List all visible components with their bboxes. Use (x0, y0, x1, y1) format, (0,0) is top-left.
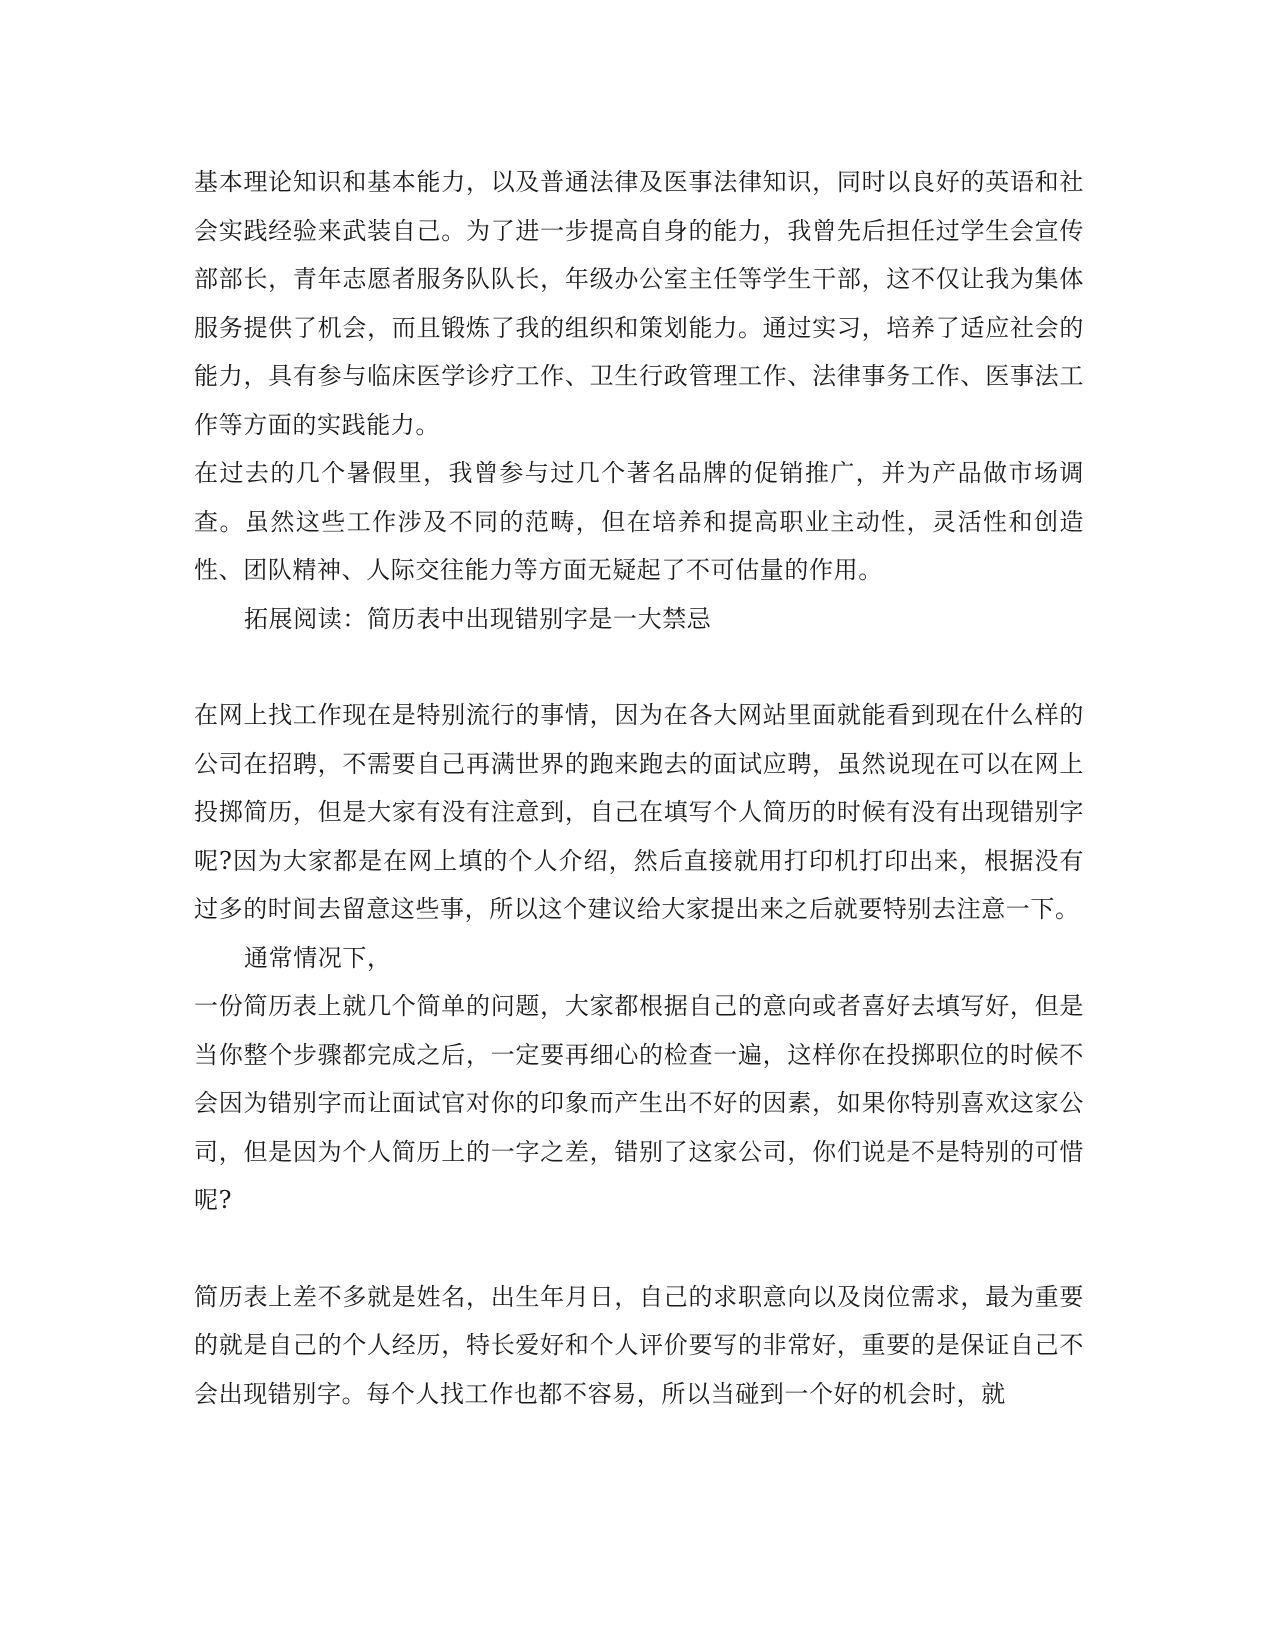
text-line: 在过去的几个暑假里，我曾参与过几个著名品牌的促销推广，并为产品做市场调 (194, 459, 1084, 487)
paragraph (194, 982, 1084, 1225)
text-line: 在网上找工作现在是特别流行的事情，因为在各大网站里面就能看到现在什么样 (194, 701, 1060, 729)
text-line: 错别字呢?因为大家都是在网上填的个人介绍，然后直接就用打印机打印出来，根 (194, 798, 1084, 875)
text-line: 、医事法工作等方面的实践能力。 (194, 362, 1085, 439)
text-line: 的公司在招聘，不需要自己再满世界的跑来跑去的面试应聘，虽然说现在可以在 (194, 701, 1084, 778)
text-line: 己不会出现错别字。每个人找工作也都不容易，所以当碰到一个好的机会时，就 (194, 1331, 1084, 1408)
text-line: 社会实践经验来武装自己。为了进一步提高自身的能力，我曾先后担任过学生会 (194, 168, 1084, 245)
paragraph (194, 449, 1084, 595)
text-line: 性、团队精神、人际交往能力等方面无疑起了不可估量的作用。 (194, 556, 883, 584)
document-body (194, 158, 1084, 1418)
text-line: 网上投掷简历，但是大家有没有注意到，自己在填写个人简历的时候有没有出现 (194, 749, 1084, 826)
text-line: 别的可惜呢? (194, 1137, 1084, 1214)
text-line: 宣传部部长，青年志愿者服务队队长，年级办公室主任等学生干部，这不仅让我 (194, 216, 1084, 293)
indented-paragraph (194, 595, 1084, 644)
paragraph-gap (194, 643, 1084, 691)
text-line: 候不会因为错别字而让面试官对你的印象而产生出不好的因素，如果你特别喜欢 (194, 1040, 1084, 1117)
paragraph-gap (194, 1225, 1084, 1273)
text-line: 简历表上差不多就是姓名，出生年月日，自己的求职意向以及岗位需求，最为重 (194, 1282, 1060, 1311)
text-line: 是当你整个步骤都完成之后，一定要再细心的检查一遍，这样你在投掷职位的时 (194, 992, 1084, 1069)
text-line: 基本理论知识和基本能力，以及普通法律及医事法律知识，同时以良好的英语和 (194, 168, 1060, 196)
text-line: 要的就是自己的个人经历，特长爱好和个人评价要写的非常好，重要的是保证自 (194, 1282, 1084, 1359)
text-line: 查。虽然这些工作涉及不同的范畴，但在培养和提高职业主动性，灵活性和创造 (194, 507, 1084, 536)
paragraph (194, 1273, 1084, 1419)
paragraph (194, 691, 1084, 934)
text-line: 通常情况下， (244, 943, 392, 972)
text-line: 意一下。 (981, 895, 1080, 923)
text-line: 拓展阅读：简历表中出现错别字是一大禁忌 (244, 604, 712, 633)
text-line: 一份简历表上就几个简单的问题，大家都根据自己的意向或者喜好去填写好，但 (194, 992, 1060, 1020)
text-line: 应社会的能力，具有参与临床医学诊疗工作、卫生行政管理工作、法律事务工作 (194, 313, 1084, 390)
text-line: 这家公司，但是因为个人简历上的一字之差，错别了这家公司，你们说是不是特 (194, 1089, 1084, 1166)
text-line: 为集体服务提供了机会，而且锻炼了我的组织和策划能力。通过实习，培养了适 (194, 265, 1084, 342)
paragraph (194, 158, 1084, 449)
text-line: 据没有过多的时间去留意这些事，所以这个建议给大家提出来之后就要特别去注 (194, 846, 1084, 923)
indented-paragraph (194, 934, 1084, 983)
